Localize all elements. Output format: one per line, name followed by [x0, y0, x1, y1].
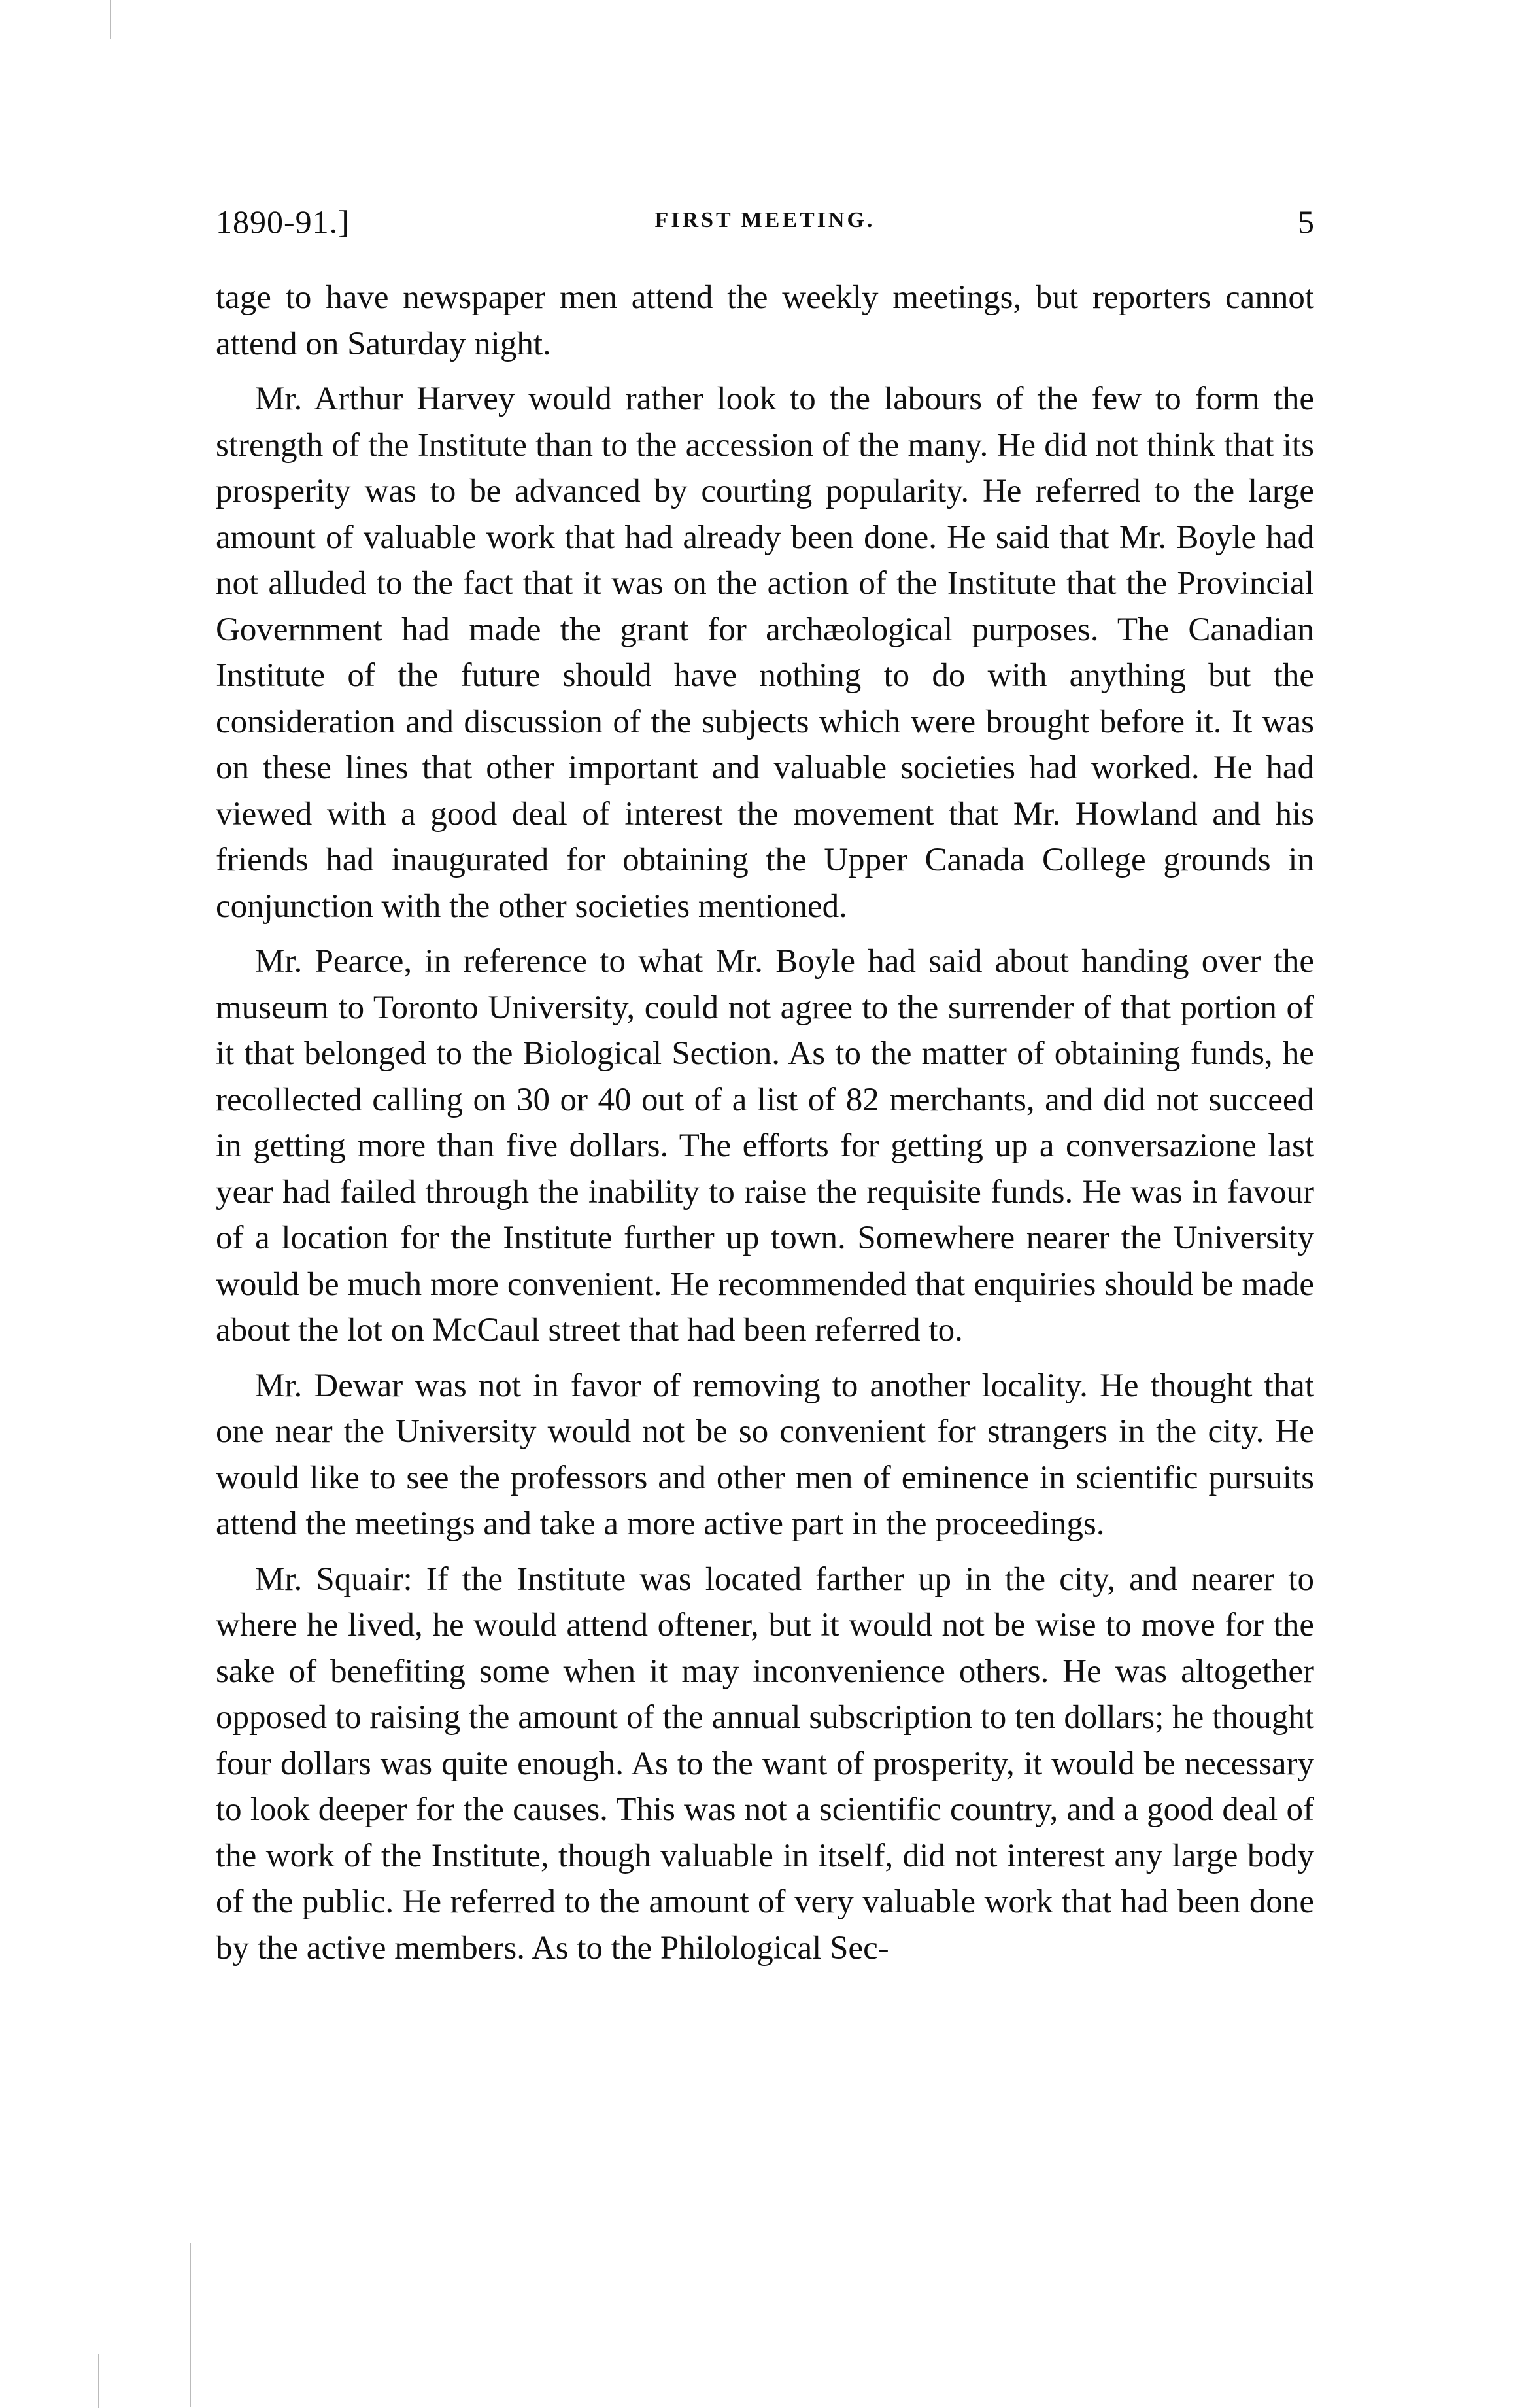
running-title: FIRST MEETING. — [654, 208, 875, 232]
paragraph-harvey: Mr. Arthur Harvey would rather look to the labours of the few to form the strength of the Institute than to the accession of the many. He did not think that its prosperity was to be advanced by courting popularity. He referred to the large amount of valuable work that had already been done. He said that Mr. Boyle had not alluded to the fact that it was on the action of the Institute that the Provincial Government had made the grant for archæological purposes. The Canadian Institute of the future should have nothing to do with anything but the consideration and discussion of the subjects which were brought before it. It was on these lines that other important and valuable societies had worked. He had viewed with a good deal of interest the movement that Mr. Howland and his friends had inaugurated for obtaining the Upper Canada College grounds in conjunction with the other societies mentioned. — [216, 381, 1314, 925]
paragraph-squair: Mr. Squair: If the Institute was located farther up in the city, and nearer to where he lived, he would attend oftener, but it would not be wise to move for the sake of benefiting some when it may inconvenience others. He was altogether opposed to raising the amount of the annual subscription to ten dollars; he thought four dollars was quite enough. As to the want of prosperity, it would be necessary to look deeper for the causes. This was not a scientific country, and a good deal of the work of the Institute, though valuable in itself, did not interest any large body of the public. He referred to the amount of very valuable work that had been done by the active members. As to the Philological Sec- — [216, 1560, 1314, 1967]
page-header — [216, 203, 1314, 242]
scan-edge-mark-bottom — [190, 2243, 191, 2407]
paragraph-pearce: Mr. Pearce, in reference to what Mr. Boyle had said about handing over the museum to Toronto University, could not agree to the surrender of that portion of it that belonged to the Biological Section. As to the matter of obtaining funds, he recollected calling on 30 or 40 out of a list of 82 merchants, and did not succeed in getting more than five dollars. The efforts for getting up a conversazione last year had failed through the inability to raise the requisite funds. He was in favour of a location for the Institute further up town. Somewhere nearer the University would be much more convenient. He recommended that enquiries should be made about the lot on McCaul street that had been referred to. — [216, 943, 1314, 1349]
scan-edge-mark-top — [110, 0, 111, 39]
scan-edge-mark-left — [98, 2354, 99, 2408]
header-year: 1890-91.] — [216, 203, 350, 240]
body-text — [216, 275, 1314, 1980]
paragraph-continuation: tage to have newspaper men attend the weekly meetings, but reporters cannot attend on Saturday night. — [216, 279, 1314, 362]
paragraph-dewar: Mr. Dewar was not in favor of removing to another locality. He thought that one near the University would not be so convenient for strangers in the city. He would like to see the professors and other men of eminence in scientific pursuits attend the meetings and take a more active part in the proceedings. — [216, 1367, 1314, 1542]
page-number: 5 — [1298, 203, 1314, 240]
